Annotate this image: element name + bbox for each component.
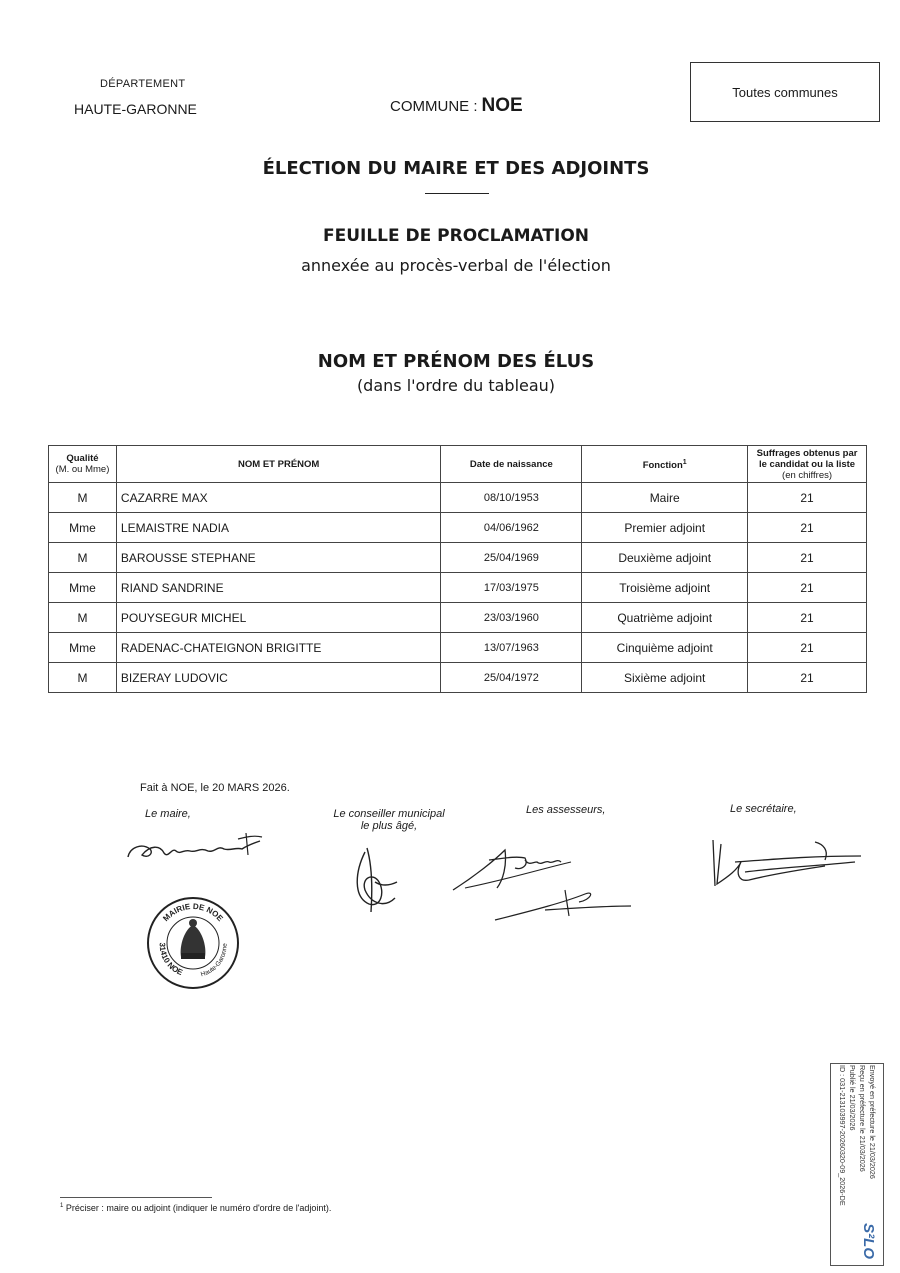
cell-fonction: Quatrième adjoint [582,603,748,633]
stamp-line-publie: Publié le 21/03/2026 [848,1064,857,1131]
stamp-line-envoye: Envoyé en préfecture le 21/03/2026 [868,1064,877,1179]
cell-qualite: Mme [49,513,117,543]
cell-nom: BIZERAY LUDOVIC [116,663,441,693]
stamp-line-recu: Reçu en préfecture le 21/03/2026 [858,1064,867,1172]
cell-suffrages: 21 [748,633,867,663]
cell-suffrages: 21 [748,573,867,603]
secretaire-label: Le secrétaire, [730,803,797,815]
seal-right-text: Haute-Garonne [200,943,229,979]
table-row [49,573,867,603]
elus-title: NOM ET PRÉNOM DES ÉLUS [317,351,595,372]
assesseurs-label: Les assesseurs, [526,804,606,816]
header-qualite: Qualité (M. ou Mme) [49,446,117,483]
maire-signature [120,825,270,870]
cell-suffrages: 21 [748,603,867,633]
cell-suffrages: 21 [748,513,867,543]
ordre-subtitle: (dans l'ordre du tableau) [356,376,556,395]
seal-left-text: 31410 NOE [157,942,185,978]
table-header-row [49,446,867,483]
stamp-line-id: ID : 031-213103997-20260320-09_2026-DE [838,1064,847,1206]
title-divider [425,193,489,194]
cell-qualite: M [49,483,117,513]
cell-nom: RADENAC-CHATEIGNON BRIGITTE [116,633,441,663]
cell-suffrages: 21 [748,483,867,513]
commune-heading [390,95,523,117]
assesseurs-signature [445,840,635,930]
secretaire-signature [705,832,865,892]
cell-date: 17/03/1975 [441,573,582,603]
cell-fonction: Premier adjoint [582,513,748,543]
cell-nom: RIAND SANDRINE [116,573,441,603]
table-row [49,603,867,633]
header-fonction: Fonction$^1$ [582,446,748,483]
cell-qualite: M [49,603,117,633]
table-row [49,543,867,573]
conseiller-signature [345,842,415,917]
election-title: ÉLECTION DU MAIRE ET DES ADJOINTS [262,158,650,179]
departement-label: DÉPARTEMENT [100,78,186,90]
cell-nom: POUYSEGUR MICHEL [116,603,441,633]
table-row [49,483,867,513]
cell-fonction: Troisième adjoint [582,573,748,603]
header-date: Date de naissance [441,446,582,483]
table-row [49,633,867,663]
annexee-subtitle: annexée au procès-verbal de l'élection [301,256,611,275]
cell-date: 13/07/1963 [441,633,582,663]
cell-date: 25/04/1969 [441,543,582,573]
cell-fonction: Sixième adjoint [582,663,748,693]
footnote-divider [60,1197,212,1198]
toutes-communes-box: Toutes communes [690,62,880,122]
cell-suffrages: 21 [748,543,867,573]
cell-nom: CAZARRE MAX [116,483,441,513]
cell-nom: BAROUSSE STEPHANE [116,543,441,573]
departement-name: HAUTE-GARONNE [74,101,197,117]
table-row [49,513,867,543]
cell-fonction: Cinquième adjoint [582,633,748,663]
prefecture-stamp [830,1063,884,1266]
cell-qualite: Mme [49,573,117,603]
table-row [49,663,867,693]
cell-date: 25/04/1972 [441,663,582,693]
maire-label: Le maire, [145,808,191,820]
cell-fonction: Deuxième adjoint [582,543,748,573]
cell-date: 23/03/1960 [441,603,582,633]
s2lo-logo: S²LO [860,1222,877,1259]
cell-qualite: M [49,663,117,693]
cell-date: 04/06/1962 [441,513,582,543]
commune-label: COMMUNE : [390,98,478,115]
conseiller-label: Le conseiller municipal le plus âgé, [333,808,445,832]
seal-top-text: MAIRIE DE NOE [161,901,225,924]
fait-a-date: Fait à NOE, le 20 MARS 2026. [140,782,290,794]
cell-suffrages: 21 [748,663,867,693]
footnote: $^1$ Préciser : maire ou adjoint (indiquer le numéro d'ordre de l'adjoint). [60,1203,332,1213]
svg-text:31410 NOE [158,942,185,977]
cell-date: 08/10/1953 [441,483,582,513]
cell-nom: LEMAISTRE NADIA [116,513,441,543]
feuille-title: FEUILLE DE PROCLAMATION [322,226,589,246]
mairie-seal [145,895,241,991]
header-suffrages: Suffrages obtenus par le candidat ou la liste (en chiffres) [748,446,867,483]
commune-name: NOE [481,95,523,116]
cell-qualite: Mme [49,633,117,663]
elus-table [48,445,867,693]
cell-fonction: Maire [582,483,748,513]
cell-qualite: M [49,543,117,573]
header-nom: NOM ET PRÉNOM [116,446,441,483]
